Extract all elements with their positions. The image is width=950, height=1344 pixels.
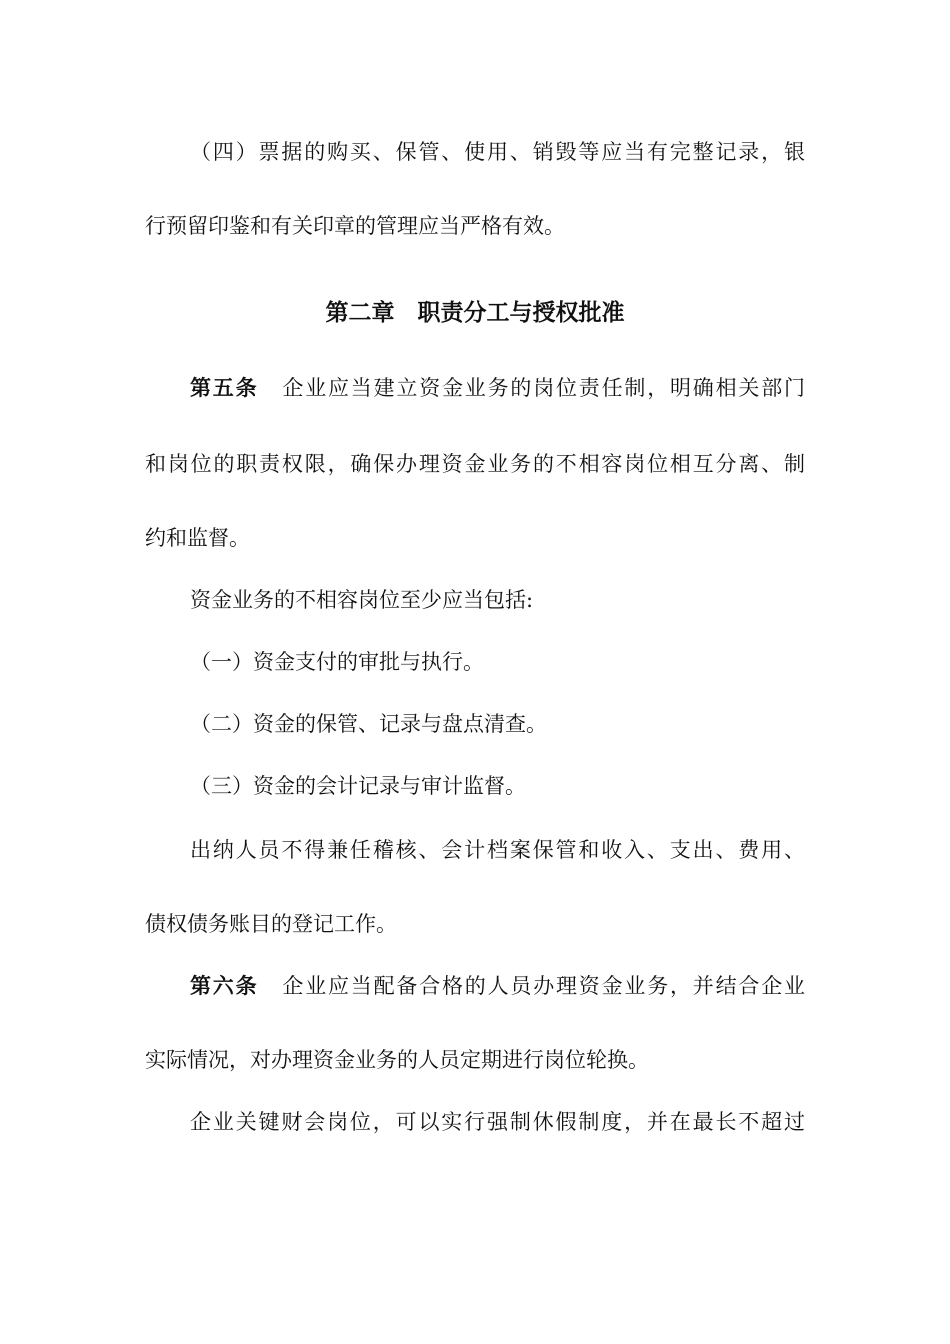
article-5-line	[190, 373, 805, 403]
paragraph-line: （四）票据的购买、保管、使用、销毁等应当有完整记录，银	[190, 140, 805, 164]
article-6-line	[190, 971, 805, 1001]
article-label: 第六条	[190, 974, 259, 998]
list-item: （一）资金支付的审批与执行。	[190, 650, 484, 674]
paragraph-line: 出纳人员不得兼任稽核、会计档案保管和收入、支出、费用、	[190, 838, 805, 862]
paragraph-line: 资金业务的不相容岗位至少应当包括:	[190, 588, 534, 612]
article-text: 企业应当配备合格的人员办理资金业务，并结合企业	[282, 974, 805, 998]
article-label: 第五条	[190, 376, 259, 400]
paragraph-line: 约和监督。	[145, 526, 250, 550]
list-item: （二）资金的保管、记录与盘点清查。	[190, 712, 547, 736]
paragraph-line: 实际情况，对办理资金业务的人员定期进行岗位轮换。	[145, 1048, 649, 1072]
article-text: 企业应当建立资金业务的岗位责任制，明确相关部门	[282, 376, 805, 400]
paragraph-line: 企业关键财会岗位，可以实行强制休假制度，并在最长不超过	[190, 1110, 805, 1134]
paragraph-line: 行预留印鉴和有关印章的管理应当严格有效。	[145, 214, 565, 238]
list-item: （三）资金的会计记录与审计监督。	[190, 774, 526, 798]
chapter-heading: 第二章 职责分工与授权批准	[325, 300, 625, 326]
paragraph-line: 债权债务账目的登记工作。	[145, 912, 397, 936]
paragraph-line: 和岗位的职责权限，确保办理资金业务的不相容岗位相互分离、制	[145, 452, 805, 476]
